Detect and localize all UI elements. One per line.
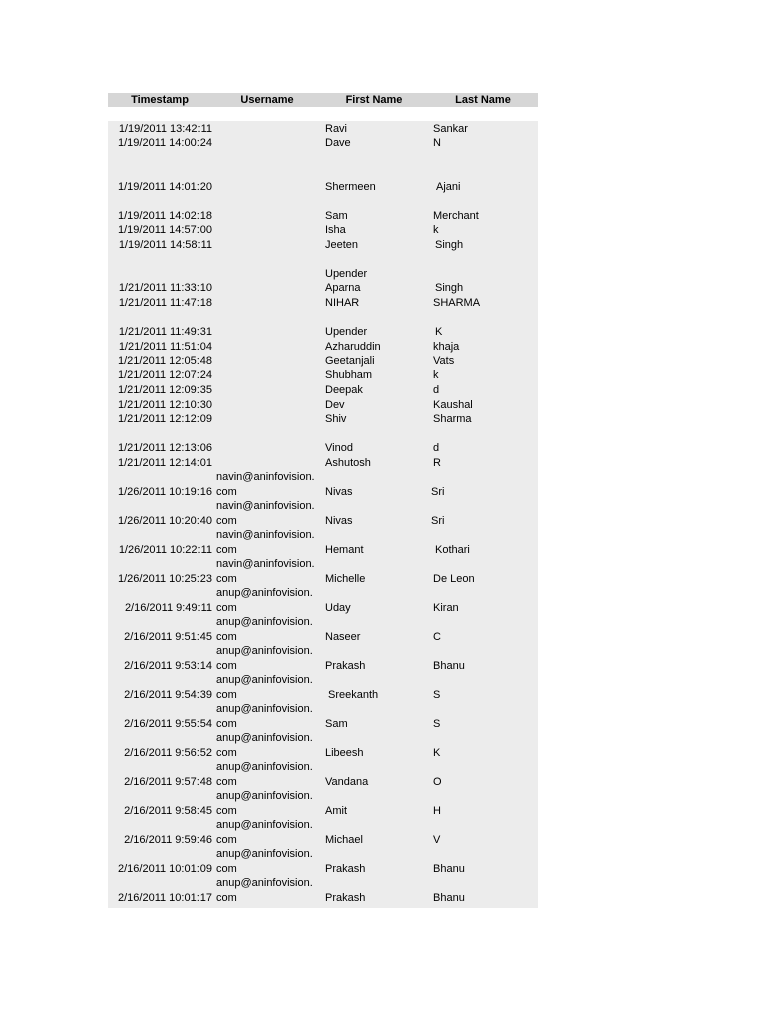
header-row <box>108 93 538 107</box>
cell-timestamp: 1/26/2011 10:19:16 <box>118 486 212 498</box>
cell-timestamp: 2/16/2011 9:55:54 <box>124 718 212 730</box>
cell-username: com <box>216 776 237 788</box>
cell-last-name: V <box>433 834 441 846</box>
cell-last-name: k <box>433 224 439 236</box>
cell-first-name: Geetanjali <box>325 355 375 367</box>
cell-first-name: Shiv <box>325 413 347 425</box>
cell-first-name: Hemant <box>325 544 364 556</box>
cell-last-name: Sharma <box>433 413 472 425</box>
cell-last-name: d <box>433 384 440 396</box>
cell-timestamp: 2/16/2011 10:01:17 <box>118 892 212 904</box>
cell-last-name: Merchant <box>433 210 479 222</box>
cell-first-name: Shermeen <box>325 181 376 193</box>
header-last-name: Last Name <box>455 94 511 106</box>
cell-username: com <box>216 863 237 875</box>
cell-username: com <box>216 486 237 498</box>
cell-last-name: Bhanu <box>433 863 465 875</box>
cell-username: anup@aninfovision. <box>216 616 313 628</box>
cell-last-name: Bhanu <box>433 892 465 904</box>
cell-first-name: NIHAR <box>325 297 360 309</box>
cell-first-name: Isha <box>325 224 346 236</box>
cell-timestamp: 1/26/2011 10:20:40 <box>118 515 212 527</box>
cell-last-name: Singh <box>435 239 464 251</box>
cell-username: anup@aninfovision. <box>216 674 313 686</box>
cell-first-name: Sam <box>325 210 348 222</box>
cell-last-name: Sri <box>431 486 445 498</box>
cell-first-name: Sam <box>325 718 348 730</box>
cell-last-name: khaja <box>433 341 460 353</box>
cell-last-name: K <box>433 747 441 759</box>
cell-timestamp: 2/16/2011 9:57:48 <box>124 776 212 788</box>
cell-timestamp: 1/21/2011 11:33:10 <box>118 282 212 294</box>
cell-username: com <box>216 834 237 846</box>
cell-first-name: Jeeten <box>325 239 359 251</box>
cell-first-name: Shubham <box>325 369 373 381</box>
cell-timestamp: 1/19/2011 13:42:11 <box>118 123 212 135</box>
cell-last-name: d <box>433 442 440 454</box>
cell-timestamp: 1/19/2011 14:01:20 <box>118 181 212 193</box>
cell-timestamp: 1/21/2011 12:05:48 <box>118 355 212 367</box>
cell-timestamp: 1/21/2011 11:49:31 <box>118 326 212 338</box>
cell-last-name: C <box>433 631 441 643</box>
cell-first-name: Upender <box>325 268 368 280</box>
cell-username: anup@aninfovision. <box>216 877 313 889</box>
cell-first-name: Nivas <box>325 515 353 527</box>
cell-username: com <box>216 892 237 904</box>
cell-username: anup@aninfovision. <box>216 848 313 860</box>
cell-last-name: Kiran <box>433 602 459 614</box>
cell-first-name: Amit <box>325 805 347 817</box>
cell-first-name: Prakash <box>325 892 366 904</box>
cell-first-name: Ashutosh <box>325 457 371 469</box>
cell-username: com <box>216 718 237 730</box>
cell-username: com <box>216 602 237 614</box>
cell-last-name: S <box>433 689 441 701</box>
cell-username: anup@aninfovision. <box>216 645 313 657</box>
cell-first-name: Deepak <box>325 384 363 396</box>
cell-first-name: Prakash <box>325 863 366 875</box>
cell-timestamp: 1/21/2011 12:09:35 <box>118 384 212 396</box>
cell-username: anup@aninfovision. <box>216 587 313 599</box>
header-username: Username <box>240 94 294 106</box>
cell-username: com <box>216 515 237 527</box>
cell-last-name: Ajani <box>436 181 461 193</box>
cell-first-name: Nivas <box>325 486 353 498</box>
cell-first-name: Aparna <box>325 282 361 294</box>
cell-last-name: Bhanu <box>433 660 465 672</box>
cell-timestamp: 2/16/2011 9:53:14 <box>124 660 212 672</box>
cell-last-name: O <box>433 776 442 788</box>
cell-last-name: Sri <box>431 515 445 527</box>
cell-first-name: Azharuddin <box>325 341 381 353</box>
header-first-name: First Name <box>345 94 403 106</box>
cell-timestamp: 2/16/2011 9:58:45 <box>124 805 212 817</box>
cell-timestamp: 1/21/2011 12:12:09 <box>118 413 212 425</box>
cell-last-name: De Leon <box>433 573 475 585</box>
cell-username: anup@aninfovision. <box>216 703 313 715</box>
header-spacer <box>108 107 538 121</box>
cell-username: anup@aninfovision. <box>216 732 313 744</box>
cell-first-name: Michelle <box>325 573 366 585</box>
cell-last-name: Sankar <box>433 123 468 135</box>
cell-timestamp: 2/16/2011 9:54:39 <box>124 689 212 701</box>
cell-timestamp: 1/19/2011 14:00:24 <box>118 137 212 149</box>
cell-timestamp: 1/26/2011 10:25:23 <box>118 573 212 585</box>
cell-timestamp: 1/21/2011 12:14:01 <box>118 457 212 469</box>
cell-first-name: Prakash <box>325 660 366 672</box>
cell-last-name: Vats <box>433 355 455 367</box>
cell-timestamp: 2/16/2011 9:51:45 <box>124 631 212 643</box>
cell-last-name: S <box>433 718 441 730</box>
cell-username: navin@aninfovision. <box>216 558 315 570</box>
cell-timestamp: 1/19/2011 14:57:00 <box>118 224 212 236</box>
cell-username: anup@aninfovision. <box>216 790 313 802</box>
cell-username: navin@aninfovision. <box>216 471 315 483</box>
cell-first-name: Dave <box>325 137 351 149</box>
cell-timestamp: 1/21/2011 11:51:04 <box>118 341 212 353</box>
cell-timestamp: 1/21/2011 11:47:18 <box>118 297 212 309</box>
cell-first-name: Vinod <box>325 442 353 454</box>
cell-first-name: Vandana <box>325 776 369 788</box>
cell-username: anup@aninfovision. <box>216 819 313 831</box>
cell-last-name: Kaushal <box>433 399 473 411</box>
cell-username: com <box>216 747 237 759</box>
cell-last-name: R <box>433 457 441 469</box>
cell-timestamp: 2/16/2011 10:01:09 <box>118 863 212 875</box>
cell-first-name: Uday <box>325 602 351 614</box>
header-timestamp: Timestamp <box>131 94 189 106</box>
cell-last-name: N <box>433 137 441 149</box>
cell-first-name: Dev <box>325 399 345 411</box>
cell-username: com <box>216 660 237 672</box>
cell-first-name: Libeesh <box>325 747 364 759</box>
cell-first-name: Sreekanth <box>328 689 379 701</box>
cell-timestamp: 1/21/2011 12:13:06 <box>118 442 212 454</box>
cell-last-name: Singh <box>435 282 464 294</box>
cell-last-name: k <box>433 369 439 381</box>
cell-username: com <box>216 573 237 585</box>
cell-timestamp: 1/21/2011 12:07:24 <box>118 369 212 381</box>
cell-username: com <box>216 689 237 701</box>
cell-username: com <box>216 544 237 556</box>
cell-first-name: Naseer <box>325 631 361 643</box>
cell-last-name: SHARMA <box>433 297 481 309</box>
cell-username: navin@aninfovision. <box>216 529 315 541</box>
cell-last-name: Kothari <box>435 544 470 556</box>
cell-first-name: Ravi <box>325 123 348 135</box>
cell-last-name: H <box>433 805 441 817</box>
cell-timestamp: 1/19/2011 14:58:11 <box>118 239 212 251</box>
cell-username: anup@aninfovision. <box>216 761 313 773</box>
cell-timestamp: 2/16/2011 9:56:52 <box>124 747 212 759</box>
cell-timestamp: 1/19/2011 14:02:18 <box>118 210 212 222</box>
cell-timestamp: 1/26/2011 10:22:11 <box>118 544 212 556</box>
cell-timestamp: 1/21/2011 12:10:30 <box>118 399 212 411</box>
cell-username: com <box>216 805 237 817</box>
cell-username: navin@aninfovision. <box>216 500 315 512</box>
cell-timestamp: 2/16/2011 9:49:11 <box>124 602 212 614</box>
cell-last-name: K <box>435 326 443 338</box>
cell-first-name: Michael <box>325 834 363 846</box>
cell-first-name: Upender <box>325 326 368 338</box>
cell-username: com <box>216 631 237 643</box>
cell-timestamp: 2/16/2011 9:59:46 <box>124 834 212 846</box>
